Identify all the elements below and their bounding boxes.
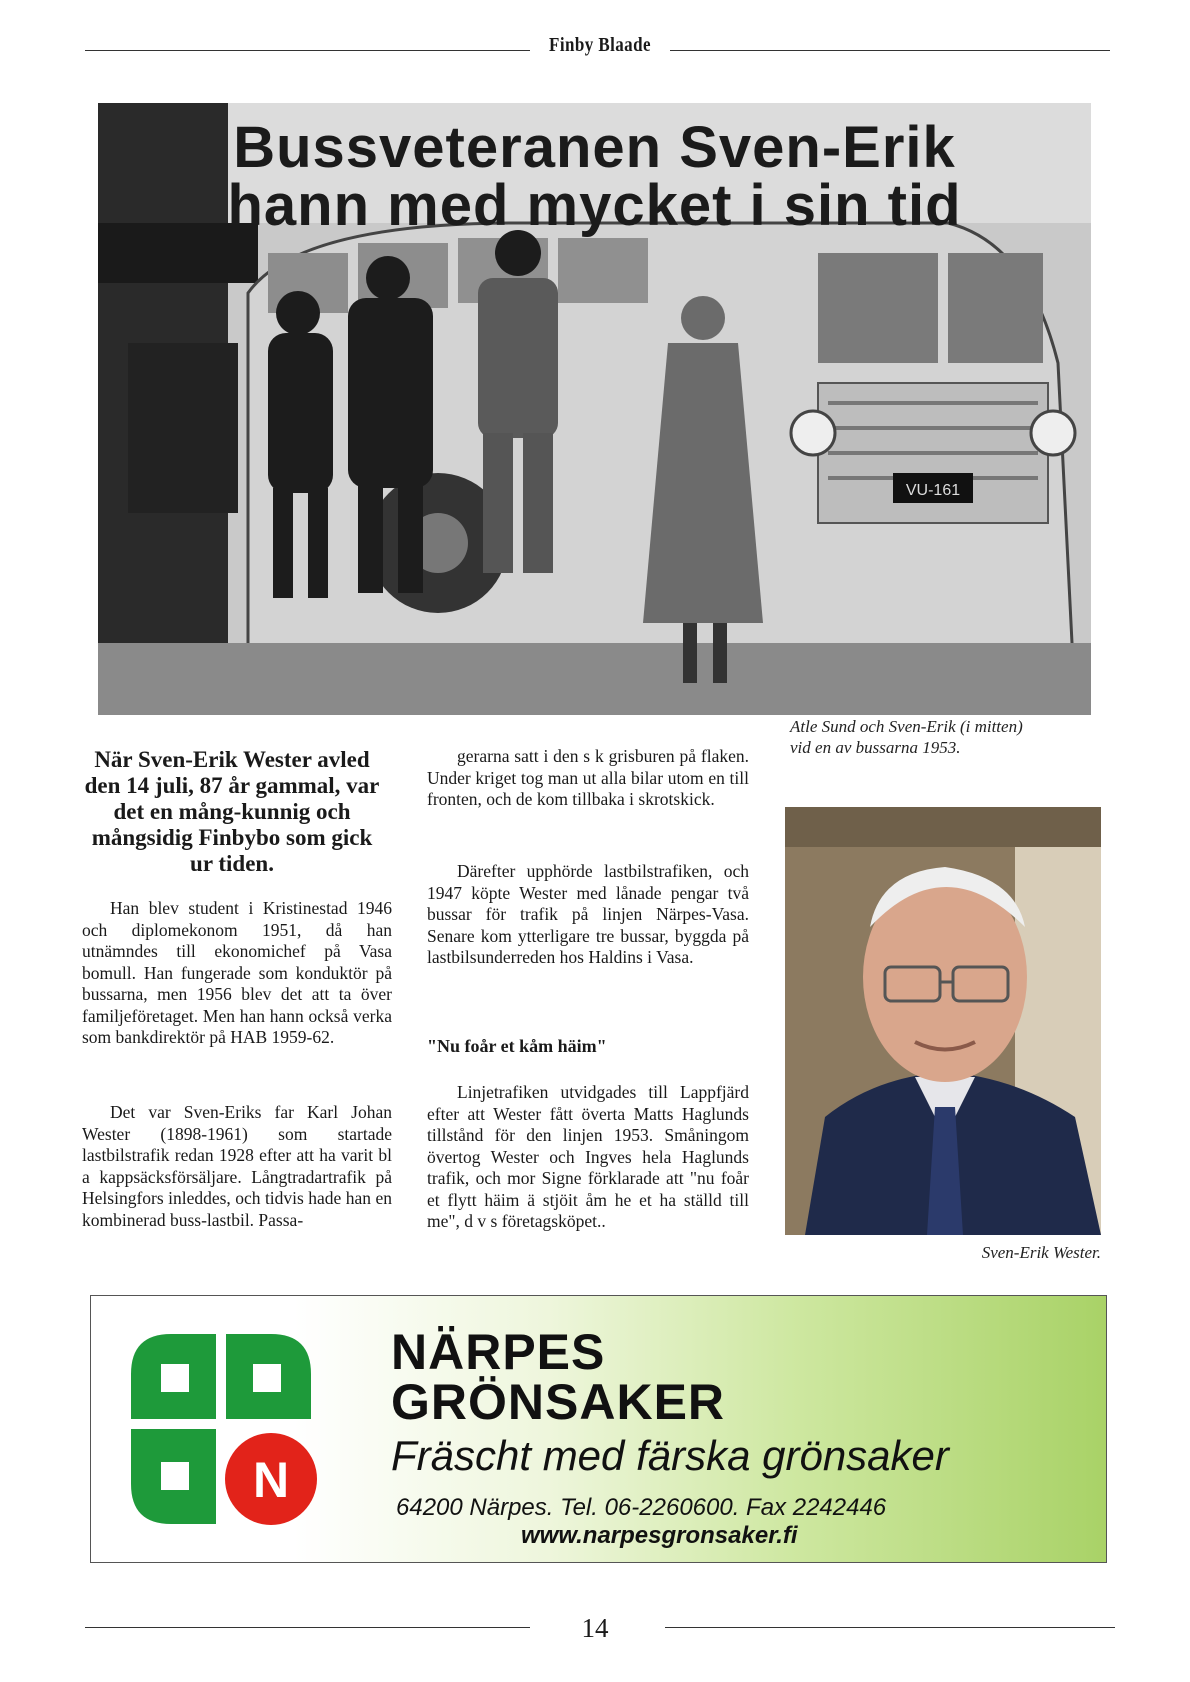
narpes-gronsaker-logo — [121, 1324, 321, 1534]
article-headline-line1: Bussveteranen Sven-Erik — [233, 115, 956, 180]
col2-subheading: "Nu foår et kåm häim" — [427, 1036, 607, 1056]
article-lead: När Sven-Erik Wester avled den 14 juli, 87 år gammal, var det en mång-kunnig och mångsidig Finbybo som gick ur tiden. — [84, 747, 380, 876]
photo-caption-line1: Atle Sund och Sven-Erik (i mitten) — [790, 717, 1023, 736]
col1-paragraph-1: Han blev student i Kristinestad 1946 och diplomekonom 1951, då han utnämndes till ekonomichef på Vasa bomull. Han fungerade som konduktör på bussarna, men 1956 blev det att ta över familjeföretaget. Men han hann också verka som bankdirektör på HAB 1959-62. — [82, 898, 392, 1047]
footer-rule-right — [665, 1627, 1115, 1628]
license-plate: VU-161 — [905, 482, 961, 499]
page-number: 14 — [581, 1613, 609, 1643]
portrait-caption: Sven-Erik Wester. — [981, 1243, 1101, 1262]
header-rule-left — [85, 50, 530, 51]
ad-company-name-line1: NÄRPES — [391, 1324, 606, 1380]
col2-paragraph-1: gerarna satt i den s k grisburen på flaken. Under kriget tog man ut alla bilar utom en till fronten, och de kom tillbaka i skrotskick. — [427, 746, 749, 809]
photo-caption-line2: vid en av bussarna 1953. — [790, 738, 961, 757]
ad-company-name-line2: GRÖNSAKER — [391, 1374, 726, 1430]
hero-photo — [98, 103, 1091, 715]
col2-paragraph-2: Därefter upphörde lastbilstrafiken, och 1947 köpte Wester med lånade pengar två bussar för trafik på linjen Närpes-Vasa. Senare kom ytterligare tre bussar, byggda på lastbilsunderreden hos Haldins i Vasa. — [427, 861, 749, 967]
article-headline-line2: hann med mycket i sin tid — [227, 173, 962, 238]
portrait-illustration — [785, 807, 1101, 1235]
publication-name: Finby Blaade — [549, 34, 651, 56]
header-rule-right — [670, 50, 1110, 51]
col1-paragraph-2: Det var Sven-Eriks far Karl Johan Wester (1898-1961) som startade lastbilstrafik redan 1928 efter att ha varit bl a kappsäcksförsäljare. Långtradartrafik på Helsingfors inleddes, och tidvis hade han en kombinerad buss-lastbil. Passa- — [82, 1102, 392, 1230]
ad-contact-info: 64200 Närpes. Tel. 06-2260600. Fax 2242446 — [396, 1494, 887, 1521]
col2-paragraph-3: Linjetrafiken utvidgades till Lappfjärd efter att Wester fått överta Matts Haglunds tillstånd för den linjen 1953. Småningom övertog Wester och Ingves hela Haglunds trafik, och mor Signe förklarade att "nu foår et flytt häim ä stjöit åm he et ha ställd till me", d v s företagsköpet.. — [427, 1082, 749, 1231]
advertisement-banner — [90, 1295, 1107, 1563]
ad-slogan: Fräscht med färska grönsaker — [391, 1432, 949, 1479]
portrait-photo — [785, 807, 1101, 1235]
logo-letter: N — [252, 1452, 290, 1508]
footer-rule-left — [85, 1627, 530, 1628]
ad-website-link[interactable]: www.narpesgronsaker.fi — [521, 1522, 798, 1549]
